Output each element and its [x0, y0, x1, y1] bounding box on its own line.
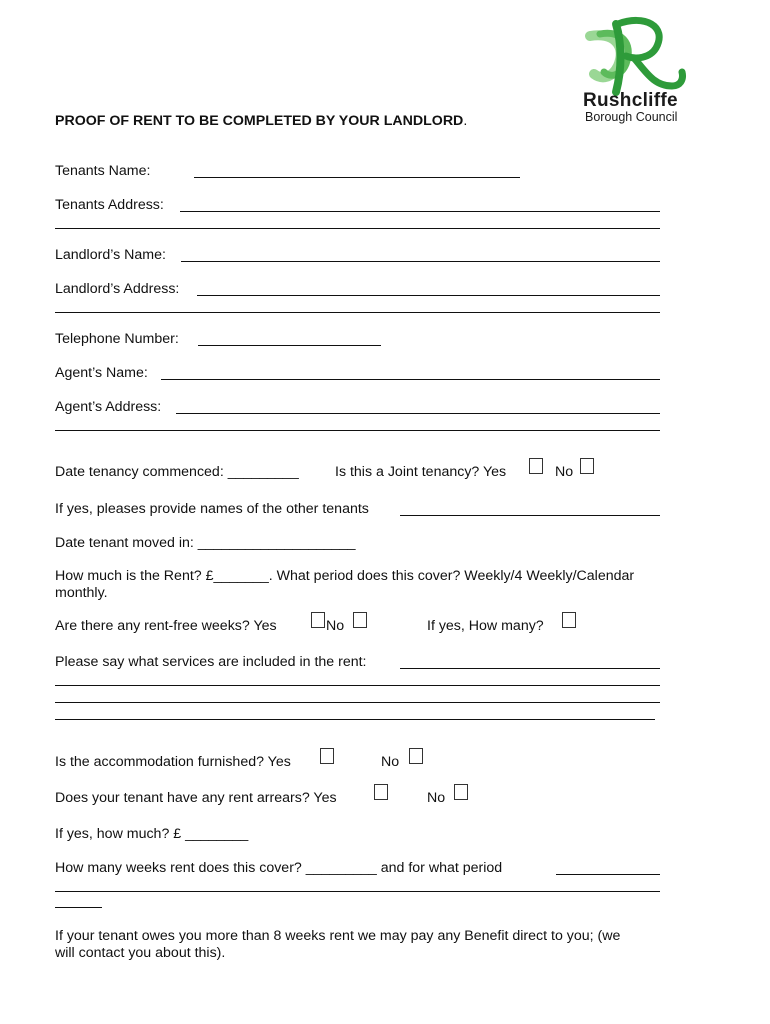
furnished-no-label: No: [381, 754, 400, 770]
tenants-address-field-2[interactable]: [55, 228, 660, 229]
furnished-no-checkbox[interactable]: [409, 748, 423, 764]
furnished-yes-checkbox[interactable]: [320, 748, 334, 764]
services-field-2[interactable]: [55, 685, 660, 686]
rent-free-yes-checkbox[interactable]: [311, 612, 325, 628]
period-field-3[interactable]: [55, 907, 102, 908]
landlords-address-label: Landlord’s Address:: [55, 281, 180, 297]
period-field-2[interactable]: [55, 891, 660, 892]
services-field[interactable]: [400, 668, 660, 669]
furnished-question: Is the accommodation furnished? Yes: [55, 754, 291, 770]
rent-free-no-checkbox[interactable]: [353, 612, 367, 628]
how-many-label: If yes, How many?: [427, 618, 544, 634]
date-commenced-label: Date tenancy commenced: _________: [55, 464, 299, 480]
rent-free-no-label: No: [326, 618, 345, 634]
how-much-label: If yes, how much? £ ________: [55, 826, 249, 842]
rent-free-question: Are there any rent-free weeks? Yes: [55, 618, 277, 634]
logo-title: Rushcliffe: [583, 90, 678, 111]
tenants-address-label: Tenants Address:: [55, 197, 164, 213]
form-title: PROOF OF RENT TO BE COMPLETED BY YOUR LANDLORD.: [55, 113, 468, 129]
arrears-no-label: No: [427, 790, 446, 806]
tenants-name-field[interactable]: [194, 177, 520, 178]
other-tenants-field[interactable]: [400, 515, 660, 516]
direct-pay-note: If your tenant owes you more than 8 weeks rent we may pay any Benefit direct to you; (we: [55, 928, 621, 944]
tenants-name-label: Tenants Name:: [55, 163, 151, 179]
services-field-3[interactable]: [55, 702, 660, 703]
direct-pay-note-cont: will contact you about this).: [55, 945, 226, 961]
agents-address-label: Agent’s Address:: [55, 399, 162, 415]
agents-address-field-2[interactable]: [55, 430, 660, 431]
agents-name-label: Agent’s Name:: [55, 365, 148, 381]
period-field[interactable]: [556, 874, 660, 875]
date-moved-in-label: Date tenant moved in: ____________________: [55, 535, 356, 551]
weeks-cover-question: How many weeks rent does this cover? _________ and for what period: [55, 860, 503, 876]
landlords-address-field[interactable]: [197, 295, 660, 296]
rent-amount-question: How much is the Rent? £_______. What period does this cover? Weekly/4 Weekly/Calendar: [55, 568, 635, 584]
services-field-4[interactable]: [55, 719, 655, 720]
telephone-field[interactable]: [198, 345, 381, 346]
agents-address-field[interactable]: [176, 413, 660, 414]
landlords-name-field[interactable]: [181, 261, 660, 262]
landlords-name-label: Landlord’s Name:: [55, 247, 166, 263]
joint-tenancy-question: Is this a Joint tenancy? Yes: [335, 464, 507, 480]
joint-tenancy-no-checkbox[interactable]: [580, 458, 594, 474]
rent-amount-question-cont: monthly.: [55, 585, 108, 601]
other-tenants-label: If yes, pleases provide names of the other tenants: [55, 501, 369, 517]
telephone-label: Telephone Number:: [55, 331, 179, 347]
landlords-address-field-2[interactable]: [55, 312, 660, 313]
arrears-yes-checkbox[interactable]: [374, 784, 388, 800]
logo-subtitle: Borough Council: [585, 110, 678, 124]
joint-tenancy-yes-checkbox[interactable]: [529, 458, 543, 474]
services-question: Please say what services are included in the rent:: [55, 654, 367, 670]
how-many-checkbox[interactable]: [562, 612, 576, 628]
joint-tenancy-no-label: No: [555, 464, 574, 480]
arrears-question: Does your tenant have any rent arrears? Yes: [55, 790, 337, 806]
arrears-no-checkbox[interactable]: [454, 784, 468, 800]
agents-name-field[interactable]: [161, 379, 660, 380]
tenants-address-field[interactable]: [180, 211, 660, 212]
